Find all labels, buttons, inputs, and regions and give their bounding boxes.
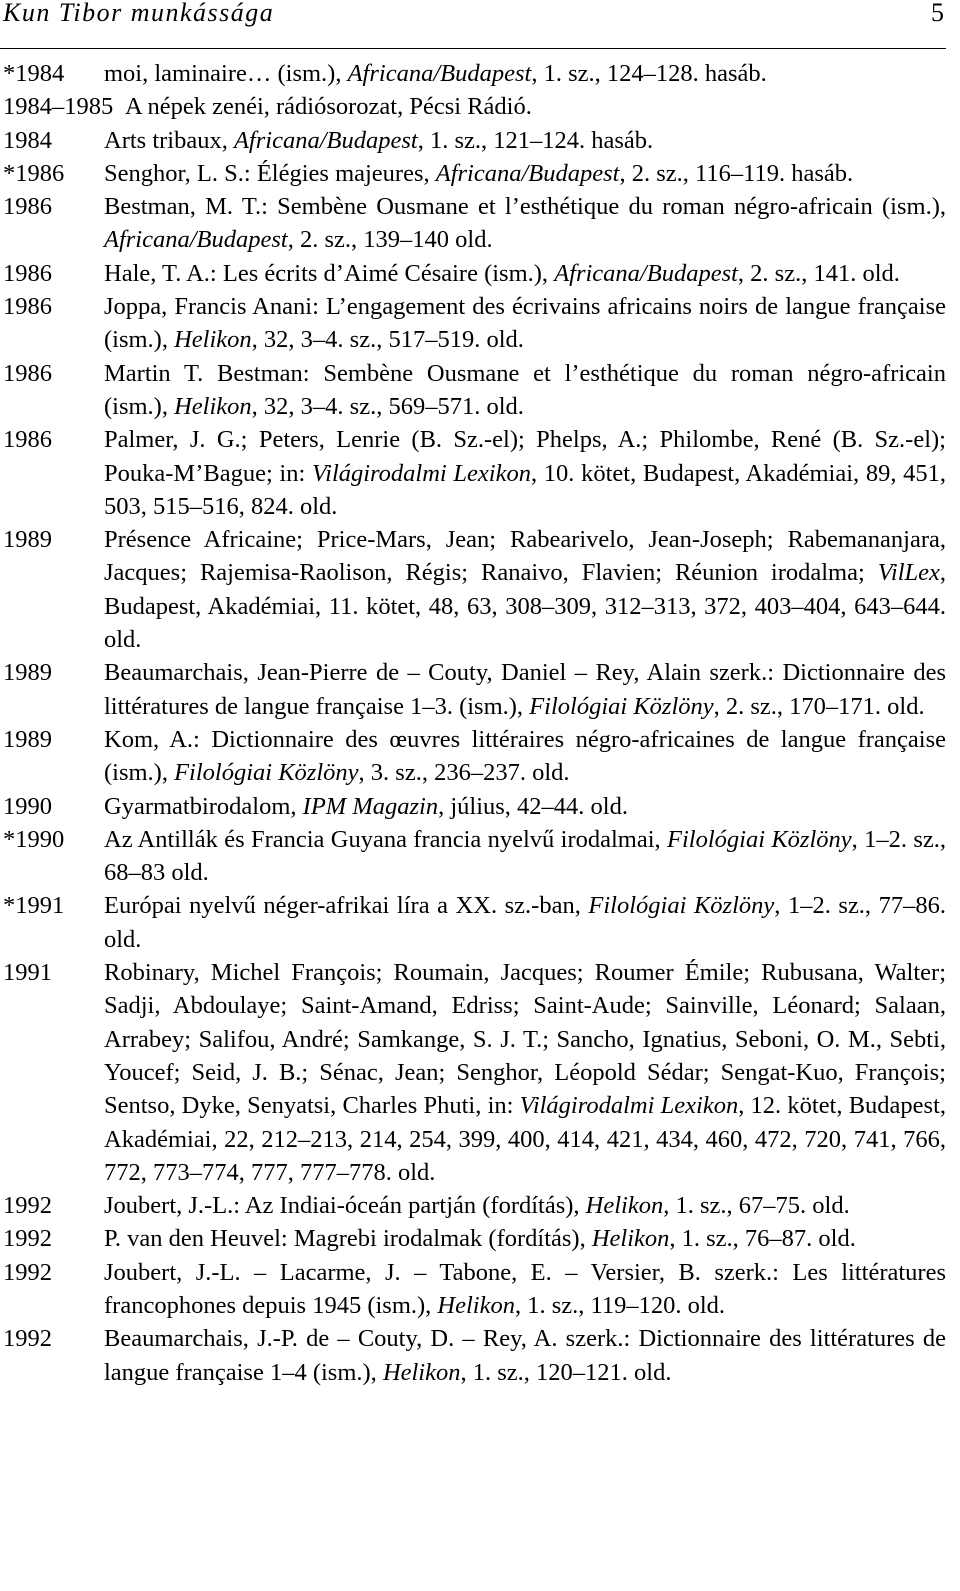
entry-text [104, 1222, 946, 1255]
entry-text-part: Senghor, L. S.: Élégies majeures, [104, 159, 436, 187]
publication-title: VilLex [877, 559, 940, 587]
entry-text-part: , 1–2. sz., 68–83 old. [104, 825, 946, 887]
entry-text [104, 1189, 946, 1222]
entry-text-part: , 1. sz., 67–75. old. [663, 1192, 850, 1220]
entry-text-part: Gyarmatbirodalom, [104, 792, 303, 820]
entry-text-part: Robinary, Michel François; Roumain, Jacques; Roumer Émile; Rubusana, Walter; Sadji, Abdoulaye; Saint-Amand, Edriss; Saint-Aude; Sainville, Léonard; Salaan, Arrabey; Salifou, André; Samkange, S. J. T.; Sancho, Ignatius, Seboni, O. M., Sebti, Youcef; Seid, J. B.; Sénac, Jean; Senghor, Léopold Sédar; Sengat-Kuo, François; Sentso, Dyke, Senyatsi, Charles Phuti, in: [104, 959, 946, 1120]
page-number: 5 [931, 0, 944, 27]
entry-text-part: , 2. sz., 139–140 old. [287, 226, 493, 254]
publication-title: Helikon [585, 1192, 664, 1220]
entry-text-part: , 1. sz., 124–128. hasáb. [531, 60, 767, 87]
entry-year: 1992 [3, 1258, 52, 1286]
entry-text-part: , 1. sz., 121–124. hasáb. [417, 126, 654, 154]
publication-title: Africana/Budapest [554, 259, 738, 287]
running-header [0, 0, 946, 49]
bibliography-entry [0, 1222, 946, 1255]
publication-title: Africana/Budapest [104, 226, 288, 254]
entry-text-part: Hale, T. A.: Les écrits d’Aimé Césaire (ism.), [104, 259, 555, 287]
entry-text [104, 823, 946, 890]
entry-text [104, 956, 946, 1189]
entry-text [104, 57, 946, 90]
entry-text-part: , 10. kötet, Budapest, Akadémiai, 89, 451, 503, 515–516, 824. old. [104, 459, 946, 520]
entry-year: 1986 [3, 293, 52, 321]
publication-title: Világirodalmi Lexikon [311, 459, 531, 487]
entry-text-part: Beaumarchais, J.-P. de – Couty, D. – Rey, A. szerk.: Dictionnaire des littératures de langue française 1–4 (ism.), [104, 1325, 946, 1386]
bibliography-entry [0, 157, 946, 190]
bibliography-entry [0, 1256, 946, 1323]
bibliography-list [0, 57, 946, 1389]
entry-text-part: Európai nyelvű néger-afrikai líra a XX. sz.-ban, [104, 892, 589, 920]
entry-text [104, 257, 946, 290]
publication-title: Africana/Budapest [435, 159, 620, 187]
entry-year: 1992 [3, 1192, 52, 1220]
publication-title: Helikon [591, 1225, 670, 1253]
entry-text-part: , 1. sz., 120–121. old. [460, 1358, 672, 1386]
entry-text [104, 357, 946, 424]
entry-text-part: , 2. sz., 170–171. old. [713, 692, 925, 720]
entry-text [125, 90, 946, 123]
publication-title: Filológiai Közlöny [667, 825, 852, 853]
publication-title: Filológiai Közlöny [174, 759, 359, 787]
entry-text-part: Joppa, Francis Anani: L’engagement des écrivains africains noirs de langue française (ism.), [104, 293, 946, 354]
entry-text-part: , 32, 3–4. sz., 517–519. old. [251, 326, 524, 354]
bibliography-entry [0, 523, 946, 656]
entry-text-part: moi, laminaire… (ism.), [104, 60, 348, 87]
entry-year: 1989 [3, 659, 52, 687]
entry-year: 1992 [3, 1325, 52, 1353]
publication-title: Filológiai Közlöny [529, 692, 714, 720]
entry-text [104, 157, 946, 190]
bibliography-entry [0, 956, 946, 1189]
entry-text [104, 124, 946, 157]
entry-text-part: A népek zenéi, rádiósorozat, Pécsi Rádió. [125, 93, 532, 121]
bibliography-entry [0, 889, 946, 956]
bibliography-entry [0, 257, 946, 290]
publication-title: Africana/Budapest [233, 126, 418, 154]
bibliography-entry [0, 823, 946, 890]
entry-year: 1992 [3, 1225, 52, 1253]
bibliography-entry [0, 290, 946, 357]
entry-text [104, 190, 946, 257]
entry-text-part: Az Antillák és Francia Guyana francia nyelvű irodalmai, [104, 825, 667, 853]
bibliography-entry [0, 124, 946, 157]
bibliography-entry [0, 190, 946, 257]
publication-title: Helikon [437, 1291, 515, 1319]
entry-text-part: Kom, A.: Dictionnaire des œuvres littéraires négro-africaines de langue française (ism.), [104, 725, 946, 787]
entry-year: 1989 [3, 725, 52, 753]
entry-text [104, 423, 946, 523]
entry-text-part: Bestman, M. T.: Sembène Ousmane et l’esthétique du roman négro-africain (ism.), [104, 193, 946, 221]
entry-year: 1986 [3, 359, 52, 387]
publication-title: Helikon [382, 1358, 461, 1386]
entry-year: *1991 [3, 892, 65, 920]
entry-text-part: Arts tribaux, [104, 126, 234, 154]
entry-text-part: , Budapest, Akadémiai, 11. kötet, 48, 63, 308–309, 312–313, 372, 403–404, 643–644. old. [104, 559, 946, 654]
entry-text-part: P. van den Heuvel: Magrebi irodalmak (fordítás), [104, 1225, 592, 1253]
entry-text-part: , 2. sz., 116–119. hasáb. [619, 159, 854, 187]
bibliography-entry [0, 723, 946, 790]
entry-text-part: Présence Africaine; Price-Mars, Jean; Rabearivelo, Jean-Joseph; Rabemananjara, Jacques; Rajemisa-Raolison, Régis; Ranaivo, Flavien; Réunion irodalma; [104, 526, 946, 587]
entry-year: 1984–1985 [3, 93, 114, 121]
entry-text [104, 290, 946, 357]
entry-year: *1990 [3, 825, 65, 853]
bibliography-entry [0, 656, 946, 723]
entry-text-part: , július, 42–44. old. [438, 792, 628, 820]
entry-text [104, 1256, 946, 1323]
bibliography-entry [0, 1322, 946, 1389]
entry-text [104, 1322, 946, 1389]
bibliography-entry [0, 790, 946, 823]
entry-text [104, 723, 946, 790]
bibliography-entry [0, 357, 946, 424]
bibliography-entry [0, 90, 946, 123]
entry-text-part: , 3. sz., 236–237. old. [358, 759, 570, 787]
entry-text-part: , 1. sz., 119–120. old. [514, 1291, 726, 1319]
entry-text-part: , 12. kötet, Budapest, Akadémiai, 22, 212–213, 214, 254, 399, 400, 414, 421, 434, 460, 472, 720, 741, 766, 772, 773–774, 777, 777–778. old. [104, 1092, 947, 1186]
bibliography-entry [0, 1189, 946, 1222]
entry-year: 1986 [3, 259, 52, 287]
entry-text-part: , 2. sz., 141. old. [737, 259, 900, 287]
entry-text [104, 656, 946, 723]
publication-title: Helikon [174, 392, 252, 420]
running-title: Kun Tibor munkássága [3, 0, 275, 27]
publication-title: Világirodalmi Lexikon [519, 1092, 739, 1120]
entry-year: 1986 [3, 426, 52, 454]
entry-text [104, 790, 946, 823]
publication-title: Africana/Budapest [347, 60, 532, 87]
entry-text-part: , 1. sz., 76–87. old. [669, 1225, 856, 1253]
entry-year: 1991 [3, 959, 52, 987]
entry-text-part: Palmer, J. G.; Peters, Lenrie (B. Sz.-el); Phelps, A.; Philombe, René (B. Sz.-el); Pouka-M’Bague; in: [104, 426, 946, 487]
entry-year: *1984 [3, 60, 65, 87]
entry-year: *1986 [3, 159, 65, 187]
entry-year: 1986 [3, 193, 52, 221]
entry-text [104, 523, 946, 656]
entry-text-part: Beaumarchais, Jean-Pierre de – Couty, Daniel – Rey, Alain szerk.: Dictionnaire des littératures de langue française 1–3. (ism.), [104, 659, 946, 720]
publication-title: Filológiai Közlöny [588, 892, 775, 920]
entry-year: 1989 [3, 526, 52, 554]
entry-text-part: Martin T. Bestman: Sembène Ousmane et l’esthétique du roman négro-africain (ism.), [104, 359, 946, 420]
publication-title: IPM Magazin [302, 792, 439, 820]
entry-year: 1990 [3, 792, 52, 820]
publication-title: Helikon [174, 326, 252, 354]
entry-text [104, 889, 946, 956]
bibliography-entry [0, 423, 946, 523]
bibliography-entry [0, 57, 946, 90]
entry-text-part: Joubert, J.-L. – Lacarme, J. – Tabone, E. – Versier, B. szerk.: Les littératures francophones depuis 1945 (ism.), [104, 1258, 946, 1319]
entry-text-part: Joubert, J.-L.: Az Indiai-óceán partján (fordítás), [104, 1192, 586, 1220]
entry-year: 1984 [3, 126, 52, 154]
entry-text-part: , 1–2. sz., 77–86. old. [104, 892, 946, 953]
entry-text-part: , 32, 3–4. sz., 569–571. old. [251, 392, 524, 420]
